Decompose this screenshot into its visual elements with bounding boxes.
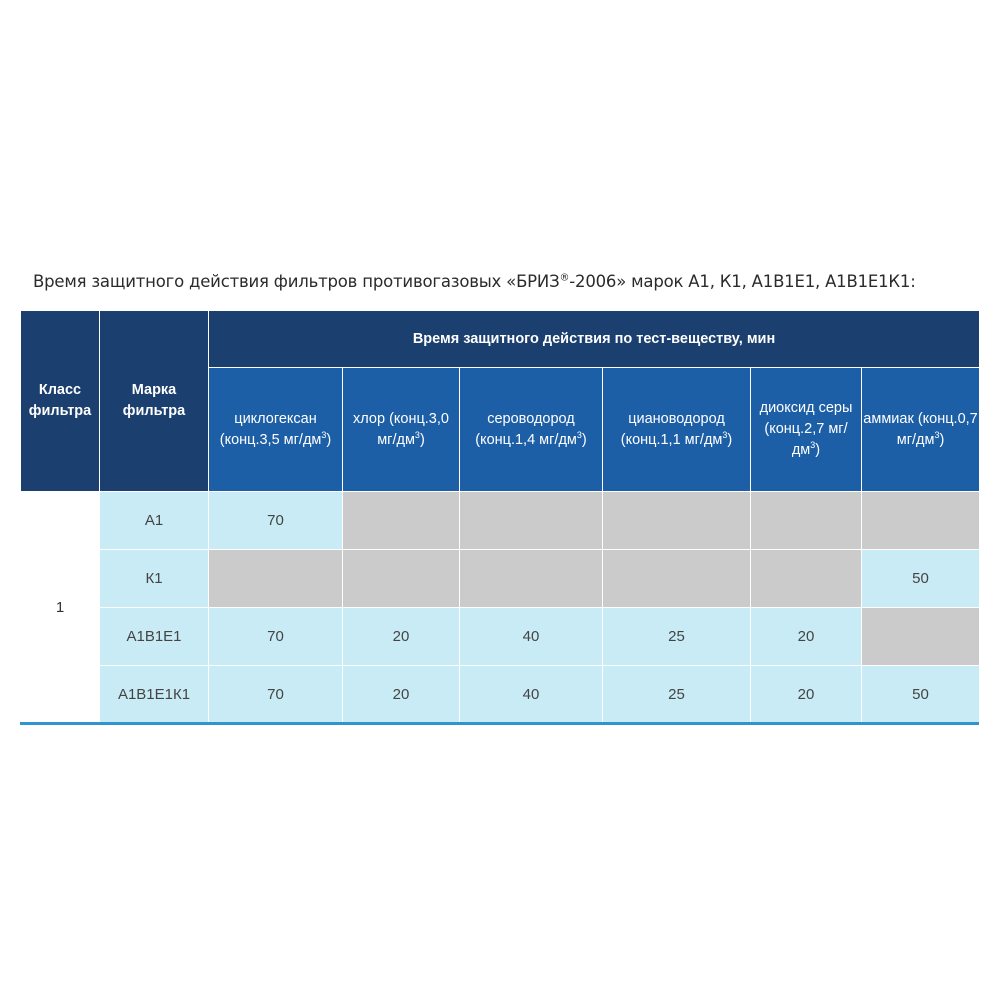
- filter-class-cell: 1: [21, 492, 100, 724]
- substance-concentration-exp: 3: [576, 429, 582, 440]
- time-value-cell: 50: [862, 550, 980, 608]
- header-substance: [209, 368, 343, 492]
- filter-mark-cell: К1: [100, 550, 209, 608]
- empty-cell: [460, 492, 603, 550]
- time-value-cell: 25: [603, 666, 751, 724]
- time-value-cell: 25: [603, 608, 751, 666]
- substance-concentration: (конц.2,7 мг/дм: [764, 421, 848, 458]
- empty-cell: [862, 608, 980, 666]
- time-value-cell: 70: [209, 492, 343, 550]
- empty-cell: [343, 550, 460, 608]
- empty-cell: [603, 492, 751, 550]
- time-value-cell: 40: [460, 666, 603, 724]
- header-filter-mark: Марка фильтра: [100, 311, 209, 492]
- empty-cell: [343, 492, 460, 550]
- substance-name: циановодород: [628, 410, 725, 427]
- time-value-cell: 50: [862, 666, 980, 724]
- empty-cell: [862, 492, 980, 550]
- filter-mark-cell: А1В1Е1: [100, 608, 209, 666]
- table-body: [21, 492, 980, 724]
- substance-concentration-close: ): [326, 431, 332, 448]
- substance-name: диоксид серы: [759, 400, 853, 416]
- substance-concentration-exp: 3: [414, 429, 420, 440]
- table-caption: Время защитного действия фильтров противогазовых «БРИЗ®-2006» марок А1, К1, А1В1Е1, А1В1Е1К1:: [33, 272, 916, 291]
- substance-concentration: (конц.1,4 мг/дм: [475, 431, 577, 448]
- empty-cell: [603, 550, 751, 608]
- substance-name: циклогексан: [234, 410, 317, 427]
- time-value-cell: 70: [209, 608, 343, 666]
- empty-cell: [460, 550, 603, 608]
- empty-cell: [751, 550, 862, 608]
- substance-concentration-exp: 3: [321, 429, 327, 440]
- substance-concentration: (конц.1,1 мг/дм: [620, 431, 723, 448]
- registered-mark: ®: [559, 272, 570, 284]
- table-row: [21, 666, 980, 724]
- filter-mark-cell: А1: [100, 492, 209, 550]
- substance-name: хлор: [353, 410, 386, 427]
- substance-concentration-close: ): [581, 431, 587, 448]
- substance-concentration: (конц.3,0 мг/дм: [377, 410, 449, 448]
- time-value-cell: 20: [343, 666, 460, 724]
- time-value-cell: 20: [343, 608, 460, 666]
- empty-cell: [751, 492, 862, 550]
- header-substance: [862, 368, 980, 492]
- table-row: [21, 492, 980, 550]
- header-substance: [343, 368, 460, 492]
- substance-name: сероводород: [487, 410, 575, 427]
- protection-time-table: [20, 310, 980, 724]
- substance-concentration-exp: 3: [934, 429, 940, 440]
- time-value-cell: 20: [751, 666, 862, 724]
- header-protection-time: Время защитного действия по тест-веществу, мин: [209, 311, 980, 368]
- substance-concentration-exp: 3: [722, 429, 728, 440]
- empty-cell: [209, 550, 343, 608]
- header-substance: [751, 368, 862, 492]
- header-substance: [603, 368, 751, 492]
- time-value-cell: 70: [209, 666, 343, 724]
- table-row: [21, 608, 980, 666]
- substance-concentration-close: ): [939, 431, 945, 448]
- header-filter-class: Класс фильтра: [21, 311, 100, 492]
- table-row: [21, 550, 980, 608]
- substance-concentration-close: ): [727, 431, 733, 448]
- time-value-cell: 40: [460, 608, 603, 666]
- substance-concentration: (конц.3,5 мг/дм: [219, 431, 322, 448]
- substance-concentration-exp: 3: [810, 440, 816, 451]
- filter-mark-cell: А1В1Е1К1: [100, 666, 209, 724]
- header-substance: [460, 368, 603, 492]
- table-bottom-rule: [20, 722, 979, 725]
- substance-concentration: (конц.0,7 мг/дм: [896, 410, 978, 448]
- time-value-cell: 20: [751, 608, 862, 666]
- substance-concentration-close: ): [815, 442, 821, 458]
- substance-name: аммиак: [863, 410, 914, 427]
- substance-concentration-close: ): [419, 431, 425, 448]
